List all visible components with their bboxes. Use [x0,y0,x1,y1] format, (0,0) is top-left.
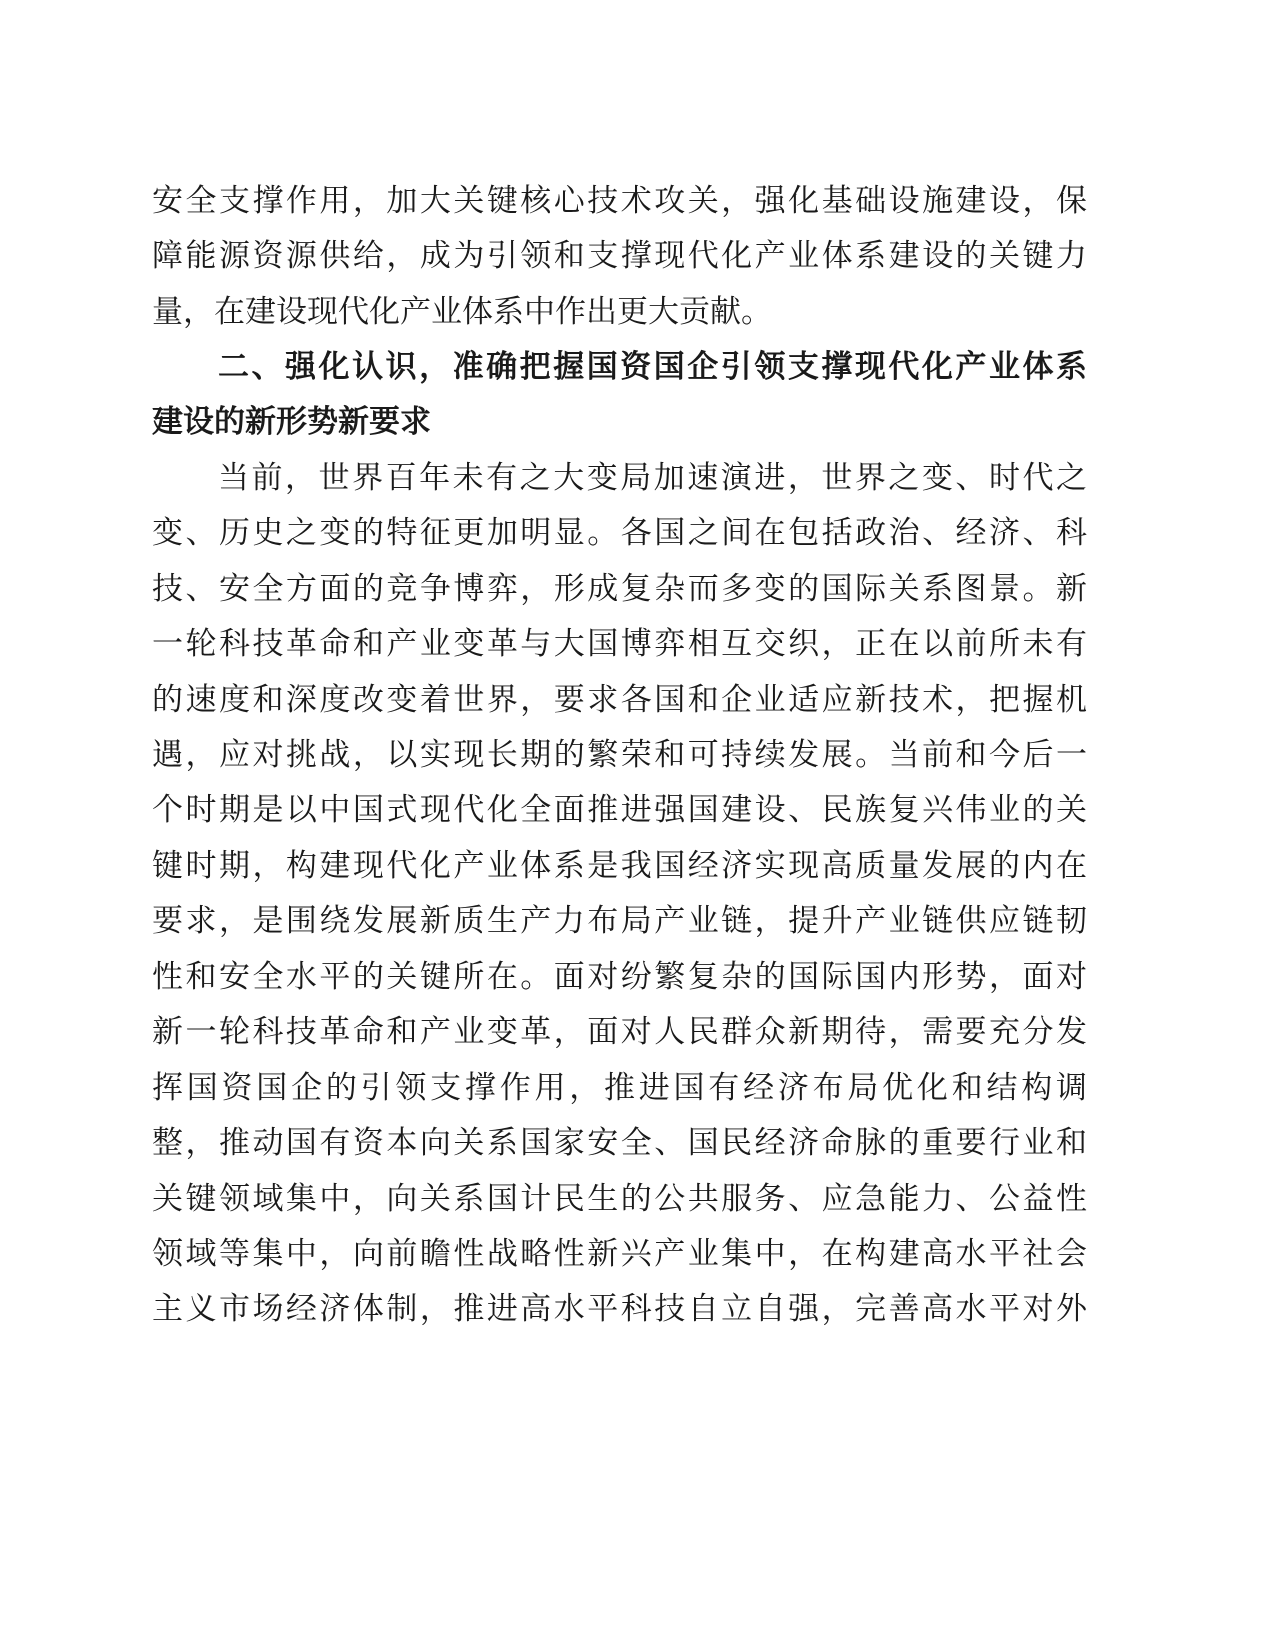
paragraph-line: 整，推动国有资本向关系国家安全、国民经济命脉的重要行业和 [152,1125,1087,1161]
paragraph-line: 新一轮科技革命和产业变革，面对人民群众新期待，需要充分发 [152,1014,1087,1050]
paragraph-line: 的速度和深度改变着世界，要求各国和企业适应新技术，把握机 [152,682,1087,718]
paragraph-line: 挥国资国企的引领支撑作用，推进国有经济布局优化和结构调 [152,1070,1087,1106]
text-line: 障能源资源供给，成为引领和支撑现代化产业体系建设的关键力 [152,238,1087,274]
paragraph-line: 键时期，构建现代化产业体系是我国经济实现高质量发展的内在 [152,848,1087,884]
section-heading-line: 建设的新形势新要求 [152,404,431,440]
paragraph-line: 要求，是围绕发展新质生产力布局产业链，提升产业链供应链韧 [152,903,1087,939]
paragraph-line: 当前，世界百年未有之大变局加速演进，世界之变、时代之 [218,460,1087,496]
paragraph-line: 主义市场经济体制，推进高水平科技自立自强，完善高水平对外 [152,1291,1087,1327]
paragraph-line: 领域等集中，向前瞻性战略性新兴产业集中，在构建高水平社会 [152,1236,1087,1272]
section-heading-line: 二、强化认识，准确把握国资国企引领支撑现代化产业体系 [218,349,1087,385]
paragraph-line: 变、历史之变的特征更加明显。各国之间在包括政治、经济、科 [152,515,1087,551]
paragraph-line: 性和安全水平的关键所在。面对纷繁复杂的国际国内形势，面对 [152,959,1087,995]
text-line: 量，在建设现代化产业体系中作出更大贡献。 [152,294,772,330]
paragraph-line: 技、安全方面的竞争博弈，形成复杂而多变的国际关系图景。新 [152,571,1087,607]
paragraph-line: 遇，应对挑战，以实现长期的繁荣和可持续发展。当前和今后一 [152,737,1087,773]
paragraph-line: 个时期是以中国式现代化全面推进强国建设、民族复兴伟业的关 [152,792,1087,828]
paragraph-line: 一轮科技革命和产业变革与大国博弈相互交织，正在以前所未有 [152,626,1087,662]
text-line: 安全支撑作用，加大关键核心技术攻关，强化基础设施建设，保 [152,183,1087,219]
paragraph-line: 关键领域集中，向关系国计民生的公共服务、应急能力、公益性 [152,1181,1087,1217]
